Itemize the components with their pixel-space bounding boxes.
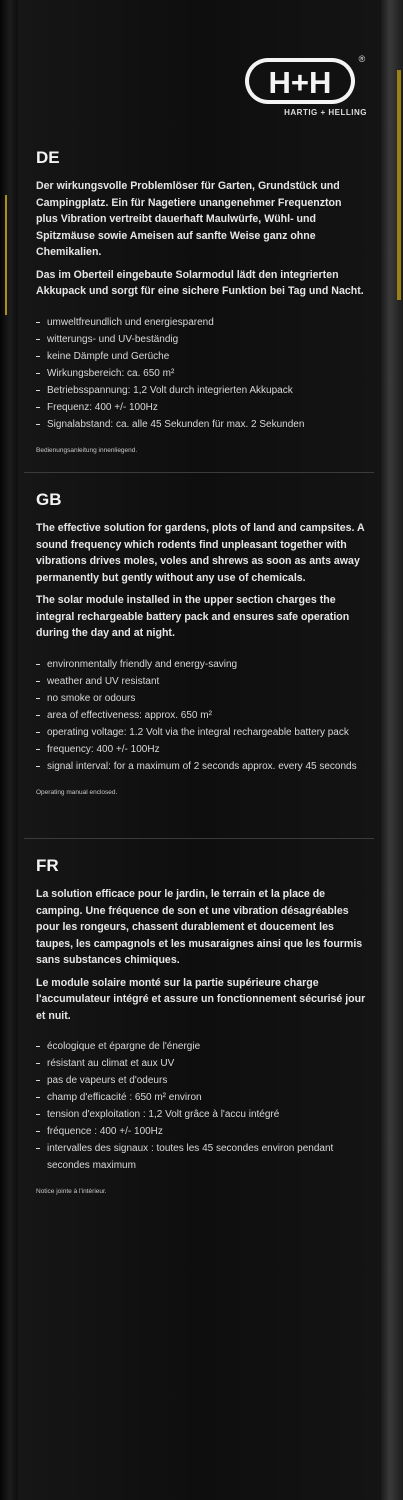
feature-list-fr	[36, 1038, 366, 1174]
language-heading-gb: GB	[36, 490, 62, 509]
description-gb: The effective solution for gardens, plots of land and campsites. A sound frequency which rodents find unpleasant together with vibrations drives moles, voles and shrews as soon as ants away permanently but gently without any use of chemicals.	[36, 522, 365, 584]
list-item: Betriebsspannung: 1,2 Volt durch integrierten Akkupack	[36, 382, 366, 399]
section-divider	[24, 838, 374, 839]
feature-list-gb	[36, 656, 366, 775]
list-item: tension d'exploitation : 1,2 Volt grâce à l'accu intégré	[36, 1106, 366, 1123]
section-fr	[36, 856, 366, 1195]
registered-mark: ®	[358, 54, 366, 64]
list-item: fréquence : 400 +/- 100Hz	[36, 1123, 366, 1140]
hh-logo-graphic	[239, 50, 369, 110]
manual-note-gb: Operating manual enclosed.	[36, 788, 118, 796]
list-item: area of effectiveness: approx. 650 m²	[36, 707, 366, 724]
list-item: pas de vapeurs et d'odeurs	[36, 1072, 366, 1089]
logo-mark: H+H	[268, 65, 332, 100]
solar-text-gb: The solar module installed in the upper section charges the integral rechargeable battery pack and ensures safe operation during the day and at night.	[36, 594, 350, 639]
list-item: no smoke or odours	[36, 690, 366, 707]
list-item: environmentally friendly and energy-saving	[36, 656, 366, 673]
section-de	[36, 148, 366, 454]
solar-text-de: Das im Oberteil eingebaute Solarmodul lädt den integrierten Akkupack und sorgt für eine sichere Funktion bei Tag und Nacht.	[36, 268, 364, 297]
manual-note-fr: Notice jointe à l'intérieur.	[36, 1188, 107, 1195]
list-item: umweltfreundlich und energiesparend	[36, 314, 366, 331]
manual-note-de: Bedienungsanleitung innenliegend.	[36, 446, 138, 454]
language-heading-de: DE	[36, 148, 60, 167]
description-fr: La solution efficace pour le jardin, le terrain et la place de camping. Une fréquence de son et une vibration désagréables pour les rongeurs, chassent durablement et doucement les taupes, les campagnols et les musaraignes ainsi que les fourmis sans substances chimiques.	[36, 888, 363, 966]
logo-subtitle: HARTIG + HELLING	[284, 108, 367, 117]
box-left-edge	[0, 0, 18, 1500]
list-item: écologique et épargne de l'énergie	[36, 1038, 366, 1055]
list-item: Frequenz: 400 +/- 100Hz	[36, 399, 366, 416]
list-item: signal interval: for a maximum of 2 seconds approx. every 45 seconds	[36, 758, 366, 775]
language-heading-fr: FR	[36, 856, 59, 875]
list-item: résistant au climat et aux UV	[36, 1055, 366, 1072]
list-item: operating voltage: 1.2 Volt via the integral rechargeable battery pack	[36, 724, 366, 741]
list-item: keine Dämpfe und Gerüche	[36, 348, 366, 365]
section-gb	[36, 490, 366, 796]
description-de: Der wirkungsvolle Problemlöser für Garten, Grundstück und Campingplatz. Ein für Nagetiere unangenehmer Frequenzton plus Vibration vertreibt dauerhaft Maulwürfe, Wühl- und Spitzmäuse sowie Ameisen auf sanfte Weise ganz ohne Chemikalien.	[36, 180, 342, 258]
list-item: weather and UV resistant	[36, 673, 366, 690]
list-item: intervalles des signaux : toutes les 45 secondes environ pendant secondes maximum	[36, 1140, 366, 1174]
list-item: Wirkungsbereich: ca. 650 m²	[36, 365, 366, 382]
list-item: champ d'efficacité : 650 m² environ	[36, 1089, 366, 1106]
box-right-edge	[381, 0, 403, 1500]
section-divider	[24, 472, 374, 473]
feature-list-de	[36, 314, 366, 433]
list-item: Signalabstand: ca. alle 45 Sekunden für max. 2 Sekunden	[36, 416, 366, 433]
list-item: frequency: 400 +/- 100Hz	[36, 741, 366, 758]
solar-text-fr: Le module solaire monté sur la partie supérieure charge l'accumulateur intégré et assure un fonctionnement sécurisé jour et nuit.	[36, 976, 366, 1022]
list-item: witterungs- und UV-beständig	[36, 331, 366, 348]
